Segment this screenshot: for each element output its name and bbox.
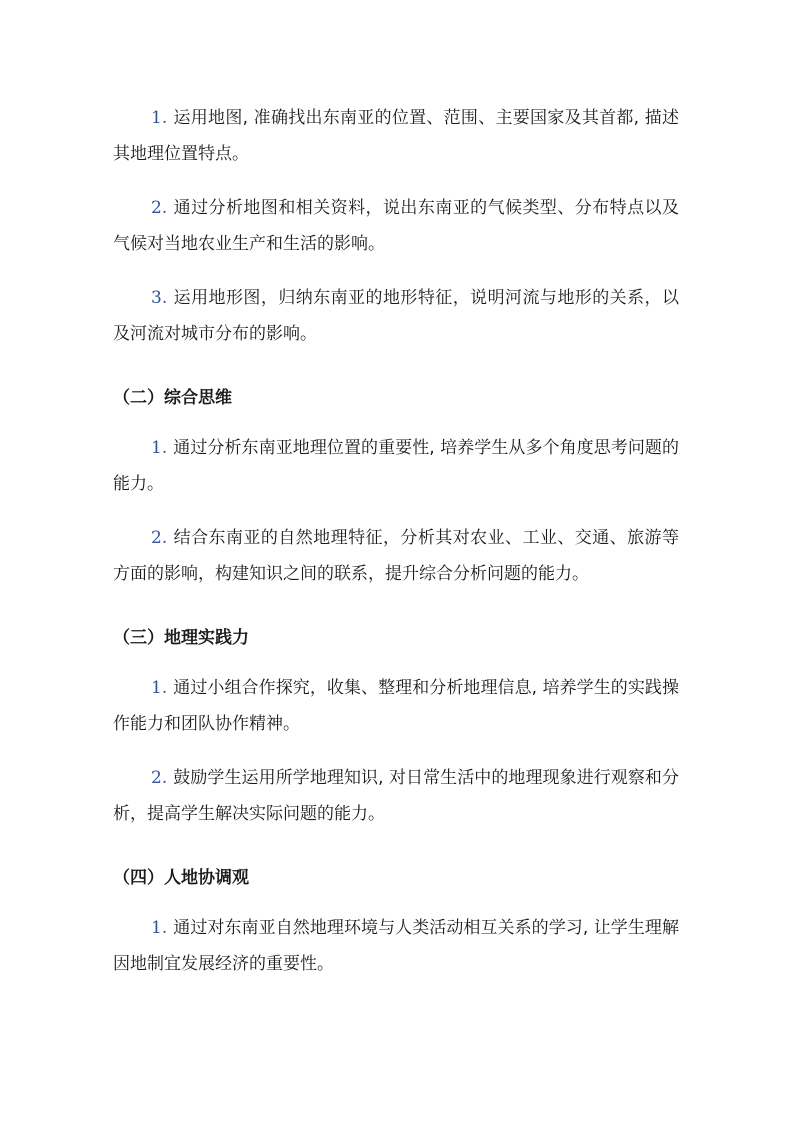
paragraph-1-3	[113, 280, 679, 352]
paragraph-4-1	[113, 910, 679, 982]
section-heading-human-land: （四）人地协调观	[113, 868, 249, 888]
paragraph-1-1	[113, 100, 679, 172]
item-number: 1.	[151, 918, 168, 938]
section-heading-comprehensive-thinking: （二）综合思维	[113, 388, 232, 408]
item-text: 结合东南亚的自然地理特征，分析其对农业、工业、交通、旅游等方面的影响，构建知识之间的联系，提升综合分析问题的能力。	[113, 528, 679, 584]
item-number: 3.	[151, 288, 168, 308]
item-text: 通过小组合作探究，收集、整理和分析地理信息, 培养学生的实践操作能力和团队协作精神。	[113, 678, 679, 734]
section-heading-practice: （三）地理实践力	[113, 628, 249, 648]
item-text: 通过分析地图和相关资料，说出东南亚的气候类型、分布特点以及气候对当地农业生产和生活的影响。	[113, 198, 679, 254]
item-text: 运用地形图，归纳东南亚的地形特征，说明河流与地形的关系，以及河流对城市分布的影响。	[113, 288, 679, 344]
item-number: 2.	[151, 198, 168, 218]
paragraph-1-2	[113, 190, 679, 262]
paragraph-3-1	[113, 670, 679, 742]
item-number: 1.	[151, 108, 168, 128]
paragraph-3-2	[113, 760, 679, 832]
item-number: 2.	[151, 528, 168, 548]
item-text: 通过对东南亚自然地理环境与人类活动相互关系的学习, 让学生理解因地制宜发展经济的重要性。	[113, 918, 679, 974]
item-text: 运用地图, 准确找出东南亚的位置、范围、主要国家及其首都, 描述其地理位置特点。	[113, 108, 679, 164]
item-number: 1.	[151, 438, 168, 458]
item-number: 2.	[151, 768, 168, 788]
paragraph-2-1	[113, 430, 679, 502]
item-number: 1.	[151, 678, 168, 698]
item-text: 通过分析东南亚地理位置的重要性, 培养学生从多个角度思考问题的能力。	[113, 438, 679, 494]
item-text: 鼓励学生运用所学地理知识, 对日常生活中的地理现象进行观察和分析，提高学生解决实际问题的能力。	[113, 768, 679, 824]
paragraph-2-2	[113, 520, 679, 592]
